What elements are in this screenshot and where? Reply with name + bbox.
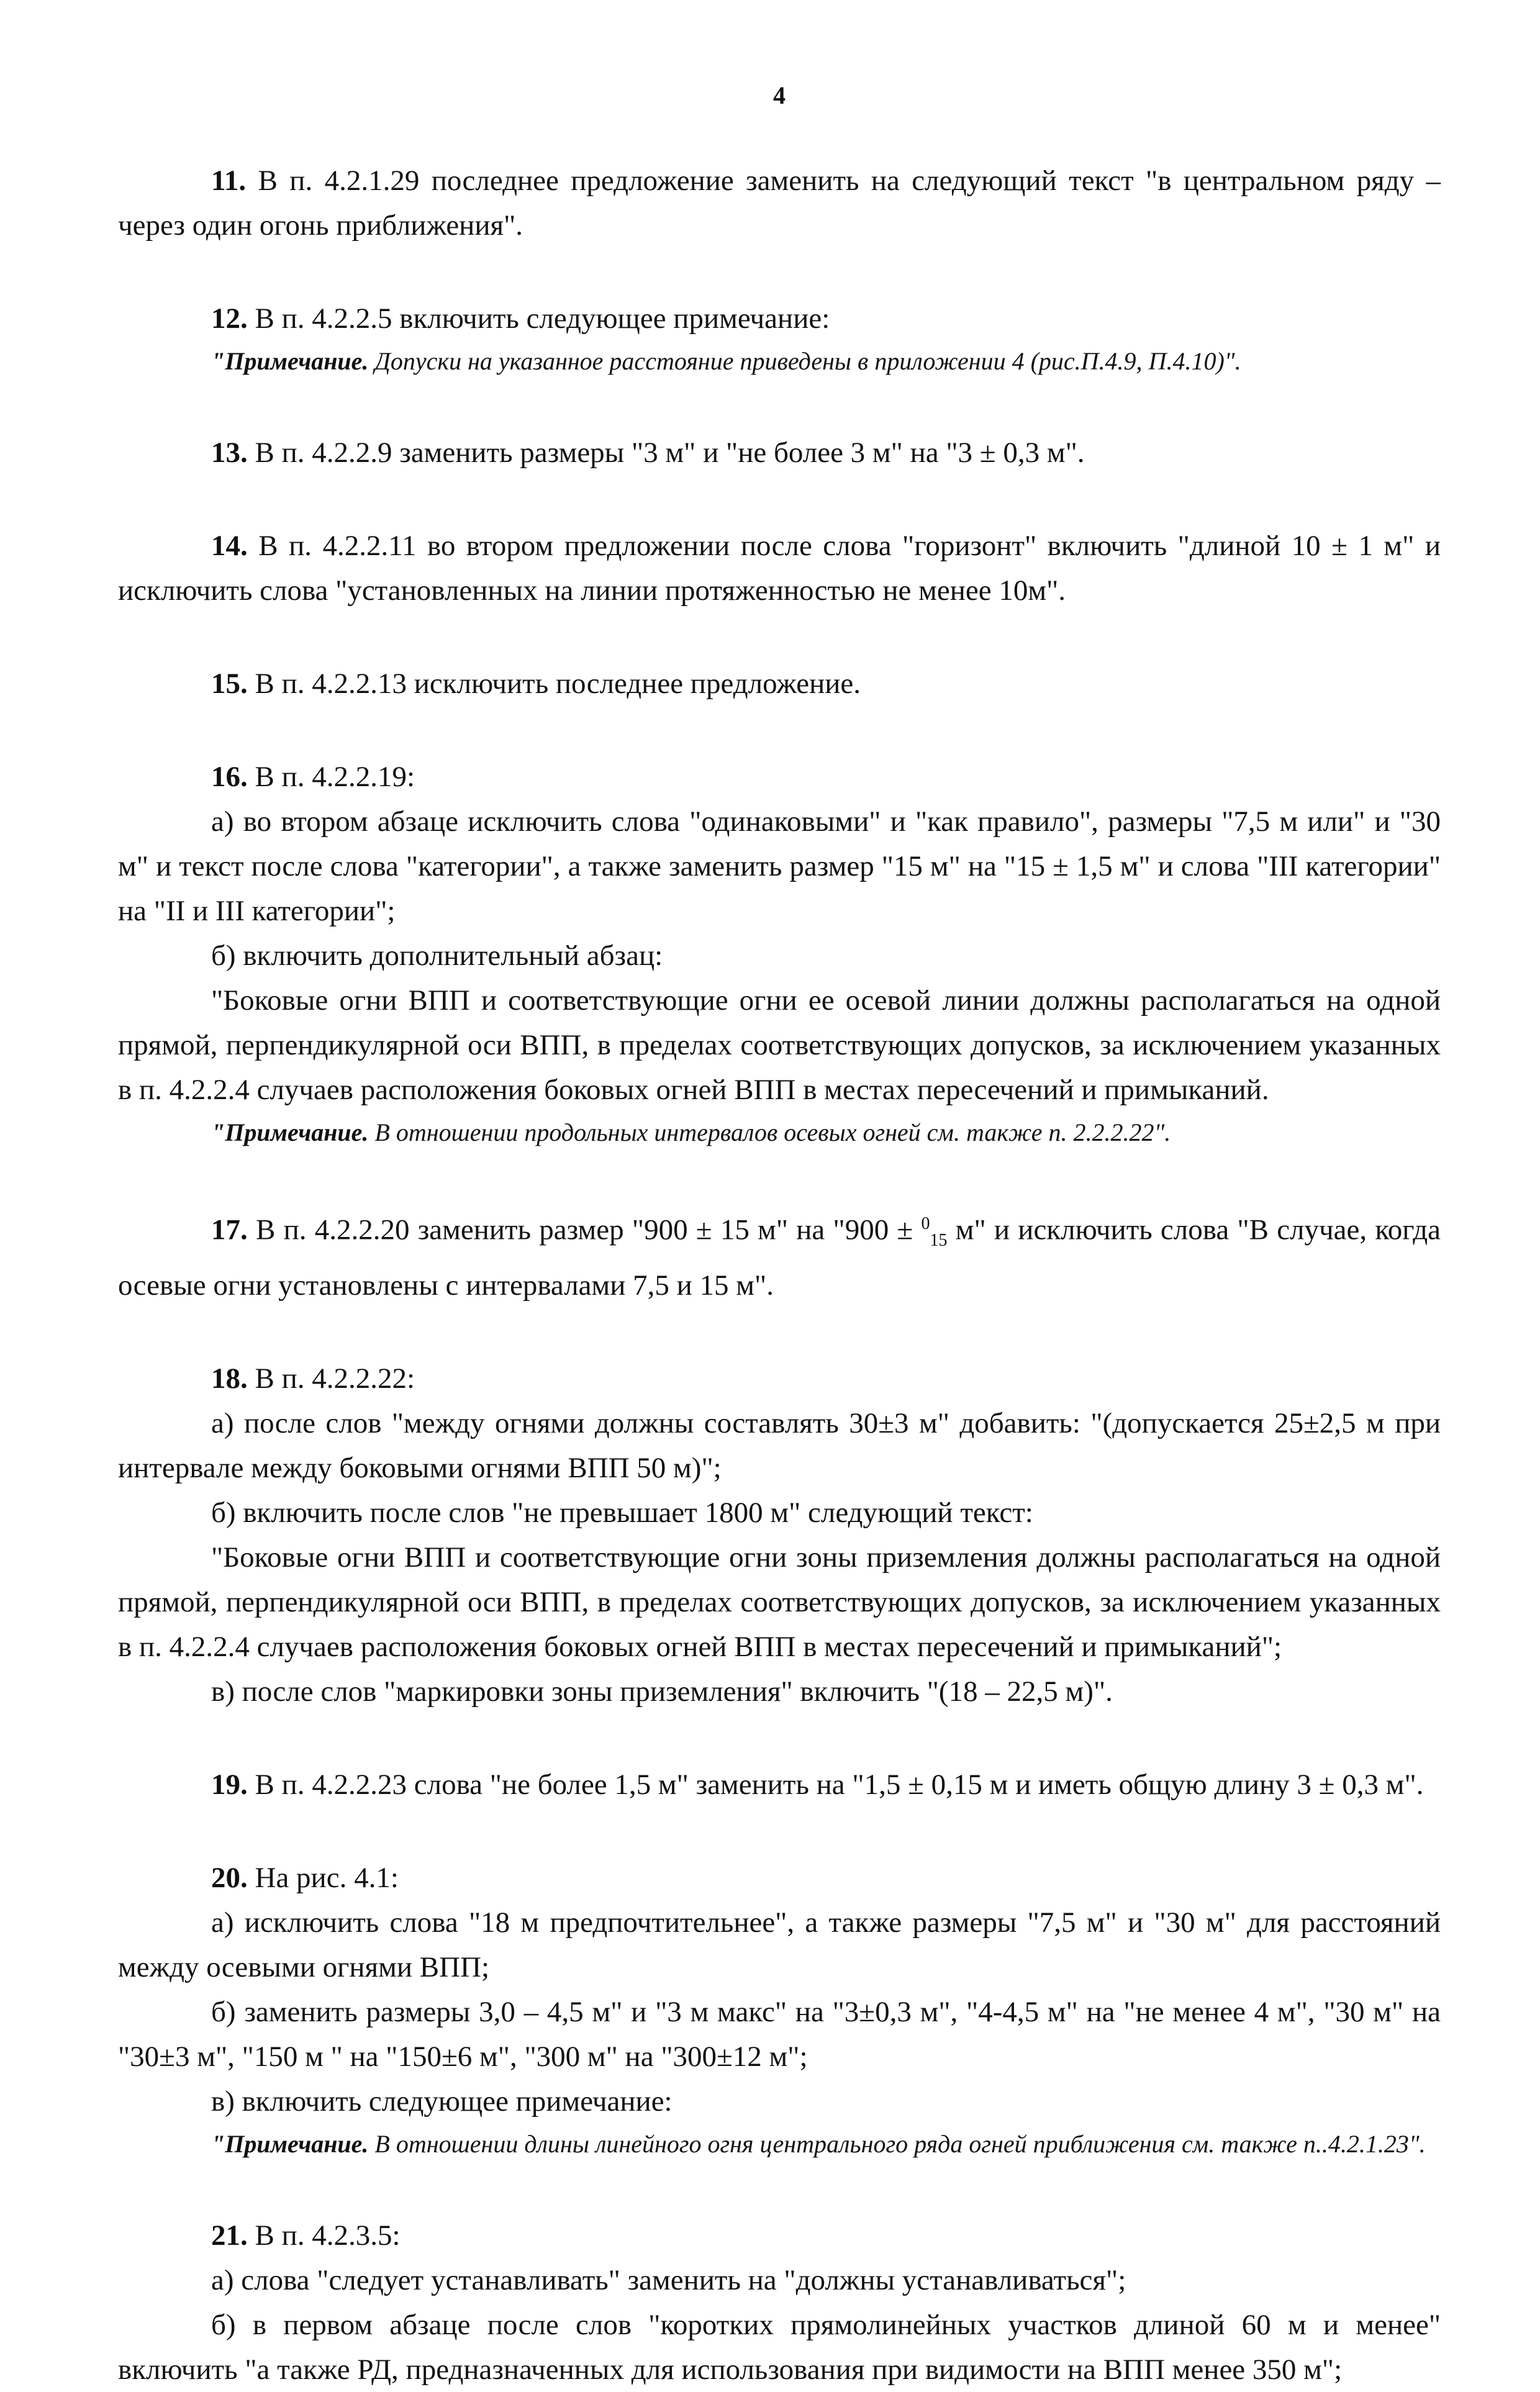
item-number: 16. xyxy=(211,761,248,793)
sub-item: "Боковые огни ВПП и соответствующие огни ее осевой линии должны располагаться на одной прямой, перпендикулярной оси ВПП, в пределах соответствующих допусков, за исключением указанных в п. 4.2.2.4 случаев расположения боковых огней ВПП в местах пересечений и примыканий. xyxy=(118,984,1441,1106)
note xyxy=(118,2124,1441,2165)
note xyxy=(118,1112,1441,1153)
item-number: 15. xyxy=(211,668,248,700)
sub-item: а) слова "следует устанавливать" заменить на "должны устанавливаться"; xyxy=(211,2264,1126,2297)
subscript: 15 xyxy=(930,1231,948,1251)
amendment-17 xyxy=(118,1202,1441,1308)
sub-item: б) заменить размеры 3,0 – 4,5 м" и "3 м макс" на "3±0,3 м", "4-4,5 м" на "не менее 4 м", "30 м" на "30±3 м", "150 м " на "150±6 м", "300 м" на "300±12 м"; xyxy=(118,1996,1441,2073)
sub-item: б) в первом абзаце после слов "коротких прямолинейных участков длиной 60 м и менее" включить "а также РД, предназначенных для использования при видимости на ВПП менее 350 м"; xyxy=(118,2309,1441,2386)
item-number: 18. xyxy=(211,1362,248,1395)
sub-item: в) включить следующее примечание: xyxy=(211,2085,673,2118)
amendment-12 xyxy=(118,296,1441,382)
amendment-21 xyxy=(118,2213,1441,2392)
superscript: 0 xyxy=(921,1214,930,1233)
note-text: В отношении продольных интервалов осевых огней см. также п. 2.2.2.22". xyxy=(374,1118,1171,1146)
amendment-13 xyxy=(118,430,1441,475)
item-number: 19. xyxy=(211,1769,248,1801)
note-label: "Примечание. xyxy=(211,347,369,375)
item-text: В п. 4.2.2.5 включить следующее примечание: xyxy=(255,302,830,335)
amendment-11 xyxy=(118,158,1441,248)
item-text: В п. 4.2.2.11 во втором предложении после слова "горизонт" включить "длиной 10 ± 1 м" и исключить слова "установленных на линии протяженностью не менее 10м". xyxy=(118,530,1441,607)
sub-item: а) во втором абзаце исключить слова "одинаковыми" и "как правило", размеры "7,5 м или" и "30 м" и текст после слова "категории", а также заменить размер "15 м" на "15 ± 1,5 м" и слова "III категории" на "II и III категории"; xyxy=(118,805,1441,927)
item-text: В п. 4.2.2.23 слова "не более 1,5 м" заменить на "1,5 ± 0,15 м и иметь общую длину 3 ± 0,3 м". xyxy=(255,1769,1424,1801)
item-text-cont: м" и исключить слова "В случае, когда осевые огни установлены с интервалами 7,5 и 15 м". xyxy=(118,1213,1441,1302)
amendment-18 xyxy=(118,1356,1441,1714)
amendment-20 xyxy=(118,1855,1441,2165)
sub-item: а) исключить слова "18 м предпочтительнее", а также размеры "7,5 м" и "30 м" для расстояний между осевыми огнями ВПП; xyxy=(118,1906,1441,1984)
note-label: "Примечание. xyxy=(211,2130,369,2159)
sub-item: в) после слов "маркировки зоны приземления" включить "(18 – 22,5 м)". xyxy=(211,1675,1113,1708)
item-text: В п. 4.2.2.19: xyxy=(255,761,415,793)
amendment-15 xyxy=(118,661,1441,706)
note-text: В отношении длины линейного огня центрального ряда огней приближения см. также п..4.2.1.23". xyxy=(374,2130,1426,2159)
page-number: 4 xyxy=(773,81,786,109)
item-number: 21. xyxy=(211,2219,248,2252)
item-text: В п. 4.2.2.13 исключить последнее предложение. xyxy=(255,668,861,700)
item-text: В п. 4.2.2.20 заменить размер "900 ± 15 м" на "900 ± xyxy=(256,1213,913,1246)
item-number: 17. xyxy=(211,1213,248,1246)
amendment-14 xyxy=(118,523,1441,613)
item-text: На рис. 4.1: xyxy=(255,1862,399,1895)
note-label: "Примечание. xyxy=(211,1118,369,1146)
sub-item: б) включить после слов "не превышает 1800 м" следующий текст: xyxy=(211,1497,1033,1529)
item-text: В п. 4.2.1.29 последнее предложение заменить на следующий текст "в центральном ряду – через один огонь приближения". xyxy=(118,165,1441,242)
note xyxy=(118,341,1441,382)
item-number: 13. xyxy=(211,437,248,469)
item-text: В п. 4.2.2.22: xyxy=(255,1362,415,1395)
item-number: 12. xyxy=(211,302,248,335)
note-text: Допуски на указанное расстояние приведены в приложении 4 (рис.П.4.9, П.4.10)". xyxy=(374,347,1241,375)
amendment-19 xyxy=(118,1762,1441,1807)
item-text: В п. 4.2.2.9 заменить размеры "3 м" и "не более 3 м" на "3 ± 0,3 м". xyxy=(255,437,1085,469)
sub-item: а) после слов "между огнями должны составлять 30±3 м" добавить: "(допускается 25±2,5 м при интервале между боковыми огнями ВПП 50 м)"; xyxy=(118,1407,1441,1485)
sub-item: б) включить дополнительный абзац: xyxy=(211,940,663,972)
item-number: 11. xyxy=(211,165,247,197)
item-text: В п. 4.2.3.5: xyxy=(255,2219,401,2252)
sub-item: "Боковые огни ВПП и соответствующие огни зоны приземления должны располагаться на одной прямой, перпендикулярной оси ВПП, в пределах соответствующих допусков, за исключением указанных в п. 4.2.2.4 случаев расположения боковых огней ВПП в местах пересечений и примыканий"; xyxy=(118,1541,1441,1664)
item-number: 14. xyxy=(211,530,248,562)
amendment-16 xyxy=(118,754,1441,1153)
item-number: 20. xyxy=(211,1862,248,1895)
